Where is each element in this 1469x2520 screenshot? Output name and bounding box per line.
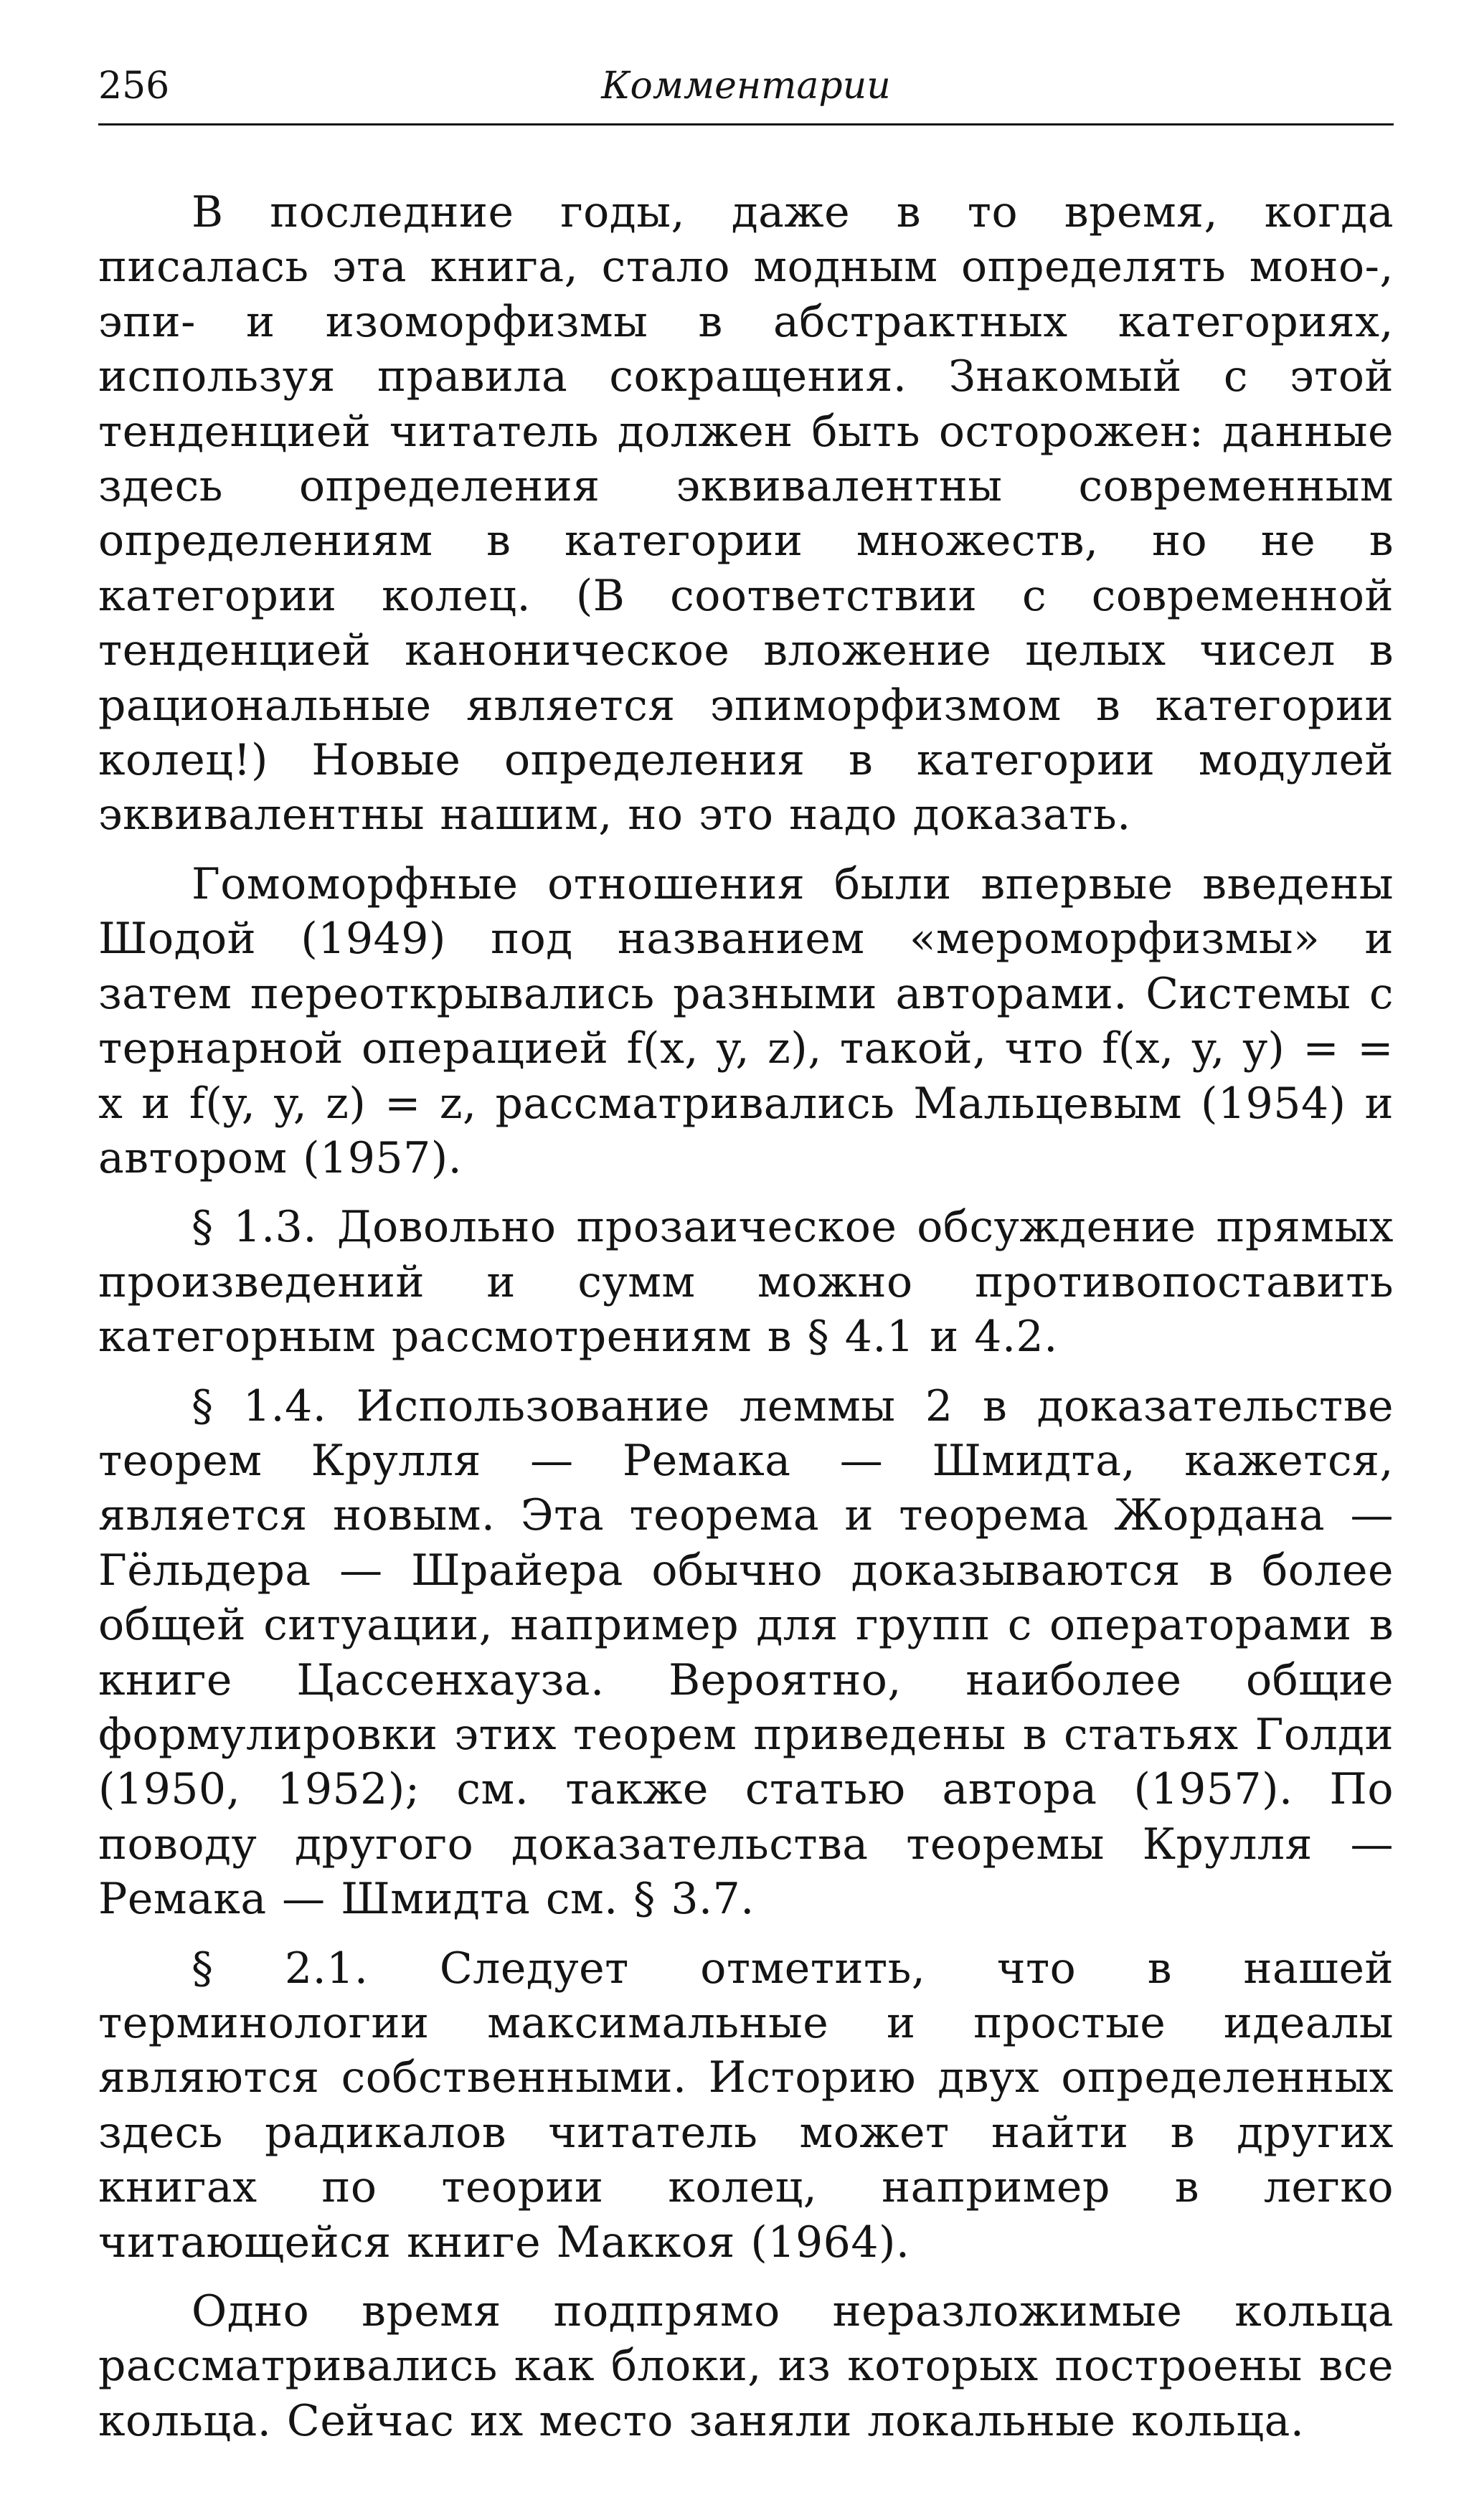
paragraph-definitions: В последние годы, даже в то время, когда писалась эта книга, стало модным определять моно-, эпи- и изоморфизмы в абстрактных категориях, используя правила сокращения. Знакомый с этой тенденцией читатель должен быть осторожен: данные здесь определения эквивалентны современным определениям в категории множеств, но не в категории колец. (В соответствии с современной тенденцией каноническое вложение целых чисел в рациональные является эпиморфизмом в категории колец!) Новые определения в категории модулей эквивалентны нашим, но это надо доказать. — [98, 187, 1394, 840]
paragraph-section-2-1: § 2.1. Следует отметить, что в нашей терминологии максимальные и простые идеалы являются собственными. Историю двух определенных здесь радикалов читатель может найти в других книгах по теории колец, например в легко читающейся книге Маккоя (1964). — [98, 1943, 1394, 2268]
paragraph-subdirectly-irreducible: Одно время подпрямо неразложимые кольца рассматривались как блоки, из которых построены все кольца. Сейчас их место заняли локальные кольца. — [98, 2286, 1394, 2446]
paragraph-section-1-4: § 1.4. Использование леммы 2 в доказательстве теорем Крулля — Ремака — Шмидта, кажется, является новым. Эта теорема и теорема Жордана — Гёльдера — Шрайера обычно доказываются в более общей ситуации, например для групп с операторами в книге Цассенхауза. Вероятно, наиболее общие формулировки этих теорем приведены в статьях Голди (1950, 1952); см. также статью автора (1957). По поводу другого доказательства теоремы Крулля — Ремака — Шмидта см. § 3.7. — [98, 1380, 1394, 1925]
running-title: Комментарии — [601, 65, 891, 108]
paragraph-section-1-3: § 1.3. Довольно прозаическое обсуждение прямых произведений и сумм можно противопоставить категорным рассмотрениям в § 4.1 и 4.2. — [98, 1202, 1394, 1363]
page-body — [98, 185, 1394, 2448]
page-header — [98, 63, 1394, 120]
page-number: 256 — [98, 65, 170, 108]
header-rule — [98, 123, 1394, 125]
paragraph-homomorphic-relations: Гомоморфные отношения были впервые введены Шодой (1949) под названием «мероморфизмы» и затем переоткрывались разными авторами. Системы с тернарной операцией f(x, y, z), такой, что f(x, y, y) = = x и f(y, y, z) = z, рассматривались Мальцевым (1954) и автором (1957). — [98, 858, 1394, 1183]
